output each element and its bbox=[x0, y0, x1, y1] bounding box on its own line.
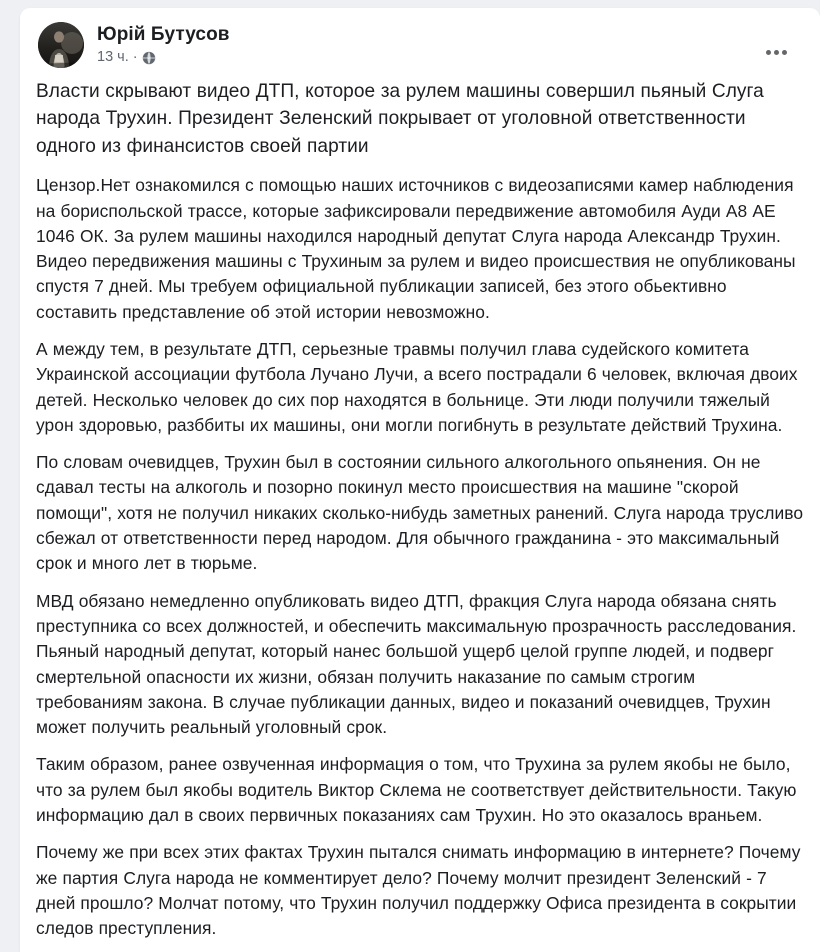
post-paragraph-lead: Власти скрывают видео ДТП, которое за рулем машины совершил пьяный Слуга народа Трухин. Президент Зеленский покрывает от уголовной ответственности одного из финансистов своей партии bbox=[36, 81, 764, 157]
globe-icon[interactable] bbox=[142, 51, 156, 65]
post-body bbox=[20, 72, 820, 952]
meta-separator: · bbox=[132, 49, 138, 65]
ellipsis-icon-dot-2 bbox=[774, 50, 779, 55]
post-meta bbox=[97, 49, 230, 66]
post-paragraph-6: Таким образом, ранее озвученная информация о том, что Трухина за рулем якобы не было, что за рулем был якобы водитель Виктор Склема не соответствует действительности. Такую информацию дал в своих первичных показаниях сам Трухин. Но это оказалось враньем. bbox=[36, 754, 797, 826]
post-header-text bbox=[97, 22, 230, 66]
post-paragraph-5: МВД обязано немедленно опубликовать видео ДТП, фракция Слуга народа обязана снять преступника со всех должностей, и обеспечить максимальную прозрачность расследования. Пьяный народный депутат, который нанес большой ущерб целой группе людей, и подверг смертельной опасности их жизни, обязан получить наказание по самым строгим требованиям закона. В случае публикации данных, видео и показаний очевидцев, Трухин может получить реальный уголовный срок. bbox=[36, 590, 797, 738]
avatar[interactable] bbox=[38, 22, 84, 68]
post-header bbox=[20, 8, 820, 72]
post-timestamp[interactable]: 13 ч. bbox=[97, 49, 129, 65]
ellipsis-icon-dot-1 bbox=[766, 50, 771, 55]
facebook-post-card bbox=[20, 8, 820, 952]
post-paragraph-7: Почему же при всех этих фактах Трухин пытался снимать информацию в интернете? Почему же партия Слуга народа не комментирует дело? Почему молчит президент Зеленский - 7 дней прошло? Молчат потому, что Трухин получил поддержку Офиса президента в сокрытии следов преступления. bbox=[36, 842, 801, 939]
post-paragraph-2: Цензор.Нет ознакомился с помощью наших источников с видеозаписями камер наблюдения на бориспольской трассе, которые зафиксировали передвижение автомобиля Ауди А8 АЕ 1046 ОК. За рулем машины находился народный депутат Слуга народа Александр Трухин. Видео передвижения машины с Трухиным за рулем и видео происшествия не опубликованы спустя 7 дней. Мы требуем официальной публикации записей, без этого обьективно составить представление об этой истории невозможно. bbox=[36, 175, 796, 322]
ellipsis-icon-dot-3 bbox=[782, 50, 787, 55]
post-paragraph-4: По словам очевидцев, Трухин был в состоянии сильного алкогольного опьянения. Он не сдавал тесты на алкоголь и позорно покинул место происшествия на машине "скорой помощи", хотя не получил никаких сколько-нибудь заметных ранений. Слуга народа трусливо сбежал от ответственности перед народом. Для обычного гражданина - это максимальный срок и много лет в тюрьме. bbox=[36, 452, 804, 574]
post-more-options-button[interactable] bbox=[758, 34, 794, 70]
user-avatar-photo bbox=[38, 22, 84, 68]
post-paragraph-3: А между тем, в результате ДТП, серьезные травмы получил глава судейского комитета Украинской ассоциации футбола Лучано Лучи, а всего пострадали 6 человек, включая двоих детей. Несколько человек до сих пор находятся в больнице. Эти люди получили тяжелый урон здоровью, разббиты их машины, они могли погибнуть в результате действий Трухина. bbox=[36, 339, 798, 435]
author-name[interactable]: Юрій Бутусов bbox=[97, 24, 230, 45]
